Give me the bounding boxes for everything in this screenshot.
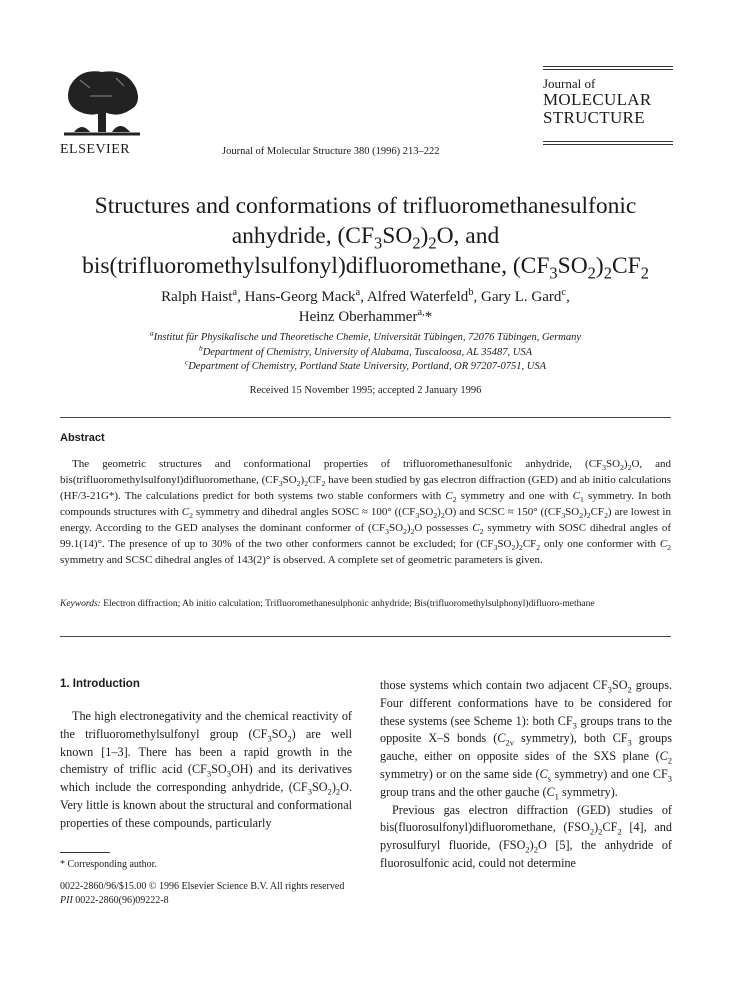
affiliation: $^b$Department of Chemistry, University of Alabama, Tuscaloosa, AL 35487, USA (199, 343, 532, 358)
affiliation: $^c$Department of Chemistry, Portland State University, Portland, OR 97207-0751, USA (184, 357, 547, 372)
paragraph: Previous gas electron diffraction (GED) studies of bis(fluorosulfonyl)difluoromethane, $(FSO_2)_2CF_2$ [4], and pyrosulfuryl fluoride, $(FSO_2)_2O$ [5], the anhydride of fluorosulfonic acid, could not determine (380, 802, 672, 870)
authors-line: Ralph Haist$^a$, Hans-Georg Mack$^a$, Alfred Waterfeld$^b$, Gary L. Gard$^c$, (161, 287, 570, 305)
masthead-rule-bottom (543, 141, 673, 145)
publisher-name: ELSEVIER (60, 142, 131, 157)
journal-masthead (543, 66, 673, 145)
affiliation: $^a$Institut für Physikalische und Theoretische Chemie, Universität Tübingen, 72076 Tübingen, Germany (149, 328, 582, 343)
body-column-left: The high electronegativity and the chemical reactivity of the trifluoromethylsulfonyl group $(CF_3SO_2)$ are well known [1–3]. There has been a rapid growth in the chemistry of triflic acid $(CF_3SO_3OH)$ and its derivatives which include the corresponding anhydride, $(CF_3SO_2)_2O$. Very little is known about the structural and conformational properties of these compounds, particularly (60, 709, 352, 830)
abstract-heading: Abstract (60, 432, 105, 444)
elsevier-tree-icon (60, 66, 144, 138)
title-line: bis(trifluoromethylsulfonyl)difluoromethane, $(CF_3SO_2)_2CF_2$ (82, 253, 649, 283)
keywords-text: Electron diffraction; Ab initio calculation; Trifluoromethanesulphonic anhydride; Bis(trifluoromethylsulphonyl)difluoro-methane (100, 599, 595, 609)
masthead-journal-of: Journal of (543, 76, 596, 91)
affiliations (40, 328, 691, 375)
pii-line: PII 0022-2860(96)09222-8 (60, 895, 169, 906)
footnote: * Corresponding author. (60, 859, 157, 870)
keywords-label: Keywords: (60, 599, 101, 609)
journal-citation: Journal of Molecular Structure 380 (1996) 213–222 (222, 146, 440, 157)
divider (60, 636, 671, 637)
divider (60, 417, 671, 418)
authors-line: Heinz Oberhammer$^{a,}$* (298, 307, 433, 325)
author-list (40, 287, 691, 327)
keywords (60, 597, 671, 611)
copyright-line: 0022-2860/96/$15.00 © 1996 Elsevier Science B.V. All rights reserved (60, 881, 345, 892)
paragraph: those systems which contain two adjacent $CF_3SO_2$ groups. Four different conformations have to be considered for these systems (see Scheme 1): both $CF_3$ groups trans to the opposite X–S bonds ($C_{2v}$ symmetry), both $CF_3$ groups gauche, either on opposite sides of the SXS plane ($C_2$ symmetry) or on the same side ($C_s$ symmetry) and one $CF_3$ group trans and the other gauche ($C_1$ symmetry). (380, 678, 673, 802)
masthead-rule-top (543, 66, 673, 70)
title-line: Structures and conformations of trifluoromethanesulfonic (94, 193, 637, 219)
masthead-name-line2: STRUCTURE (543, 108, 645, 127)
title-line: anhydride, $(CF_3SO_2)_2O$, and (231, 223, 500, 253)
masthead-name-line1: MOLECULAR (543, 90, 652, 109)
abstract-body: The geometric structures and conformational properties of trifluoromethanesulfonic anhydride, $(CF_3SO_2)_2O$, and bis(trifluoromethylsulfonyl)difluoromethane, $(CF_3SO_2)_2CF_2$ have been studied by gas electron diffraction (GED) and ab initio calculations (HF/3-21G*). The calculations predict for both systems two stable conformers with $C_2$ symmetry and one with $C_1$ symmetry. In both compounds structures with $C_2$ symmetry and dihedral angles SOSC ≈ 100° $((CF_3SO_2)_2O)$ and SCSC ≈ 150° $((CF_3SO_2)_2CF_2)$ are lowest in energy. According to the GED analyses the dominant conformer of $(CF_3SO_2)_2O$ possesses $C_2$ symmetry with SOSC dihedral angles of 99.1(14)°. The presence of up to 30% of the two other conformers cannot be excluded; for $(CF_3SO_2)_2CF_2$ only one conformer with $C_2$ symmetry and SCSC dihedral angles of 143(2)° is observed. A complete set of geometric parameters is given. (60, 458, 672, 566)
article-title (40, 191, 691, 281)
elsevier-logo (60, 66, 144, 138)
footnote-rule (60, 852, 110, 853)
copyright-block (60, 880, 344, 908)
section-heading: 1. Introduction (60, 678, 140, 690)
received-dates: Received 15 November 1995; accepted 2 January 1996 (249, 385, 482, 396)
body-column-right (380, 677, 672, 873)
